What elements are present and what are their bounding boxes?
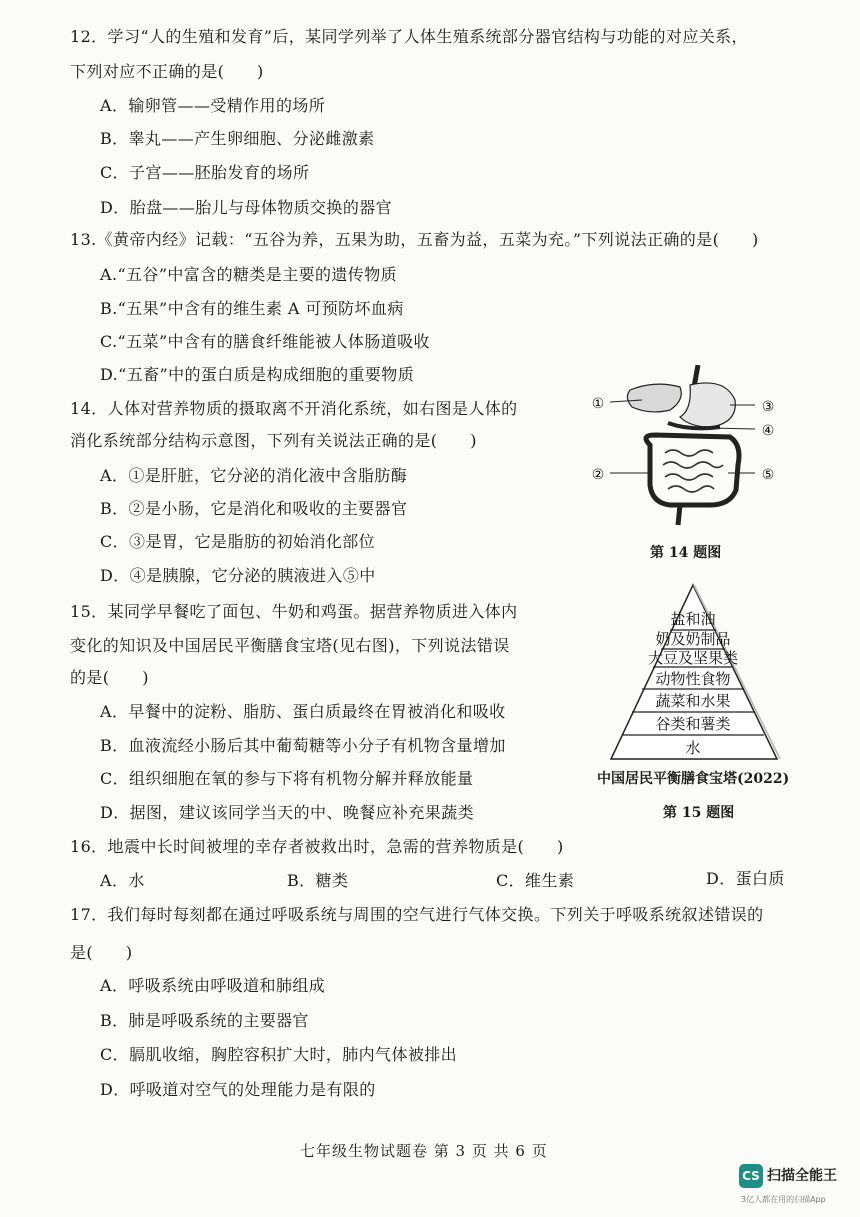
pyramid-level-soy-nuts: 大豆及坚果类 xyxy=(647,649,739,667)
q15-option-c: C．组织细胞在氧的参与下将有机物分解并释放能量 xyxy=(100,769,474,788)
q15-stem: 15．某同学早餐吃了面包、牛奶和鸡蛋。据营养物质进入体内 xyxy=(70,602,518,621)
label-3: ③ xyxy=(761,399,775,415)
large-intestine-shape xyxy=(646,435,739,505)
q15-option-d: D．据图，建议该同学当天的中、晚餐应补充果蔬类 xyxy=(100,803,475,822)
q12-option-b: B．睾丸——产生卵细胞、分泌雌激素 xyxy=(100,129,375,148)
q16-stem: 16．地震中长时间被埋的幸存者被救出时，急需的营养物质是( ) xyxy=(70,837,564,856)
small-intestine-shape xyxy=(663,450,723,492)
q16-option-c: C．维生素 xyxy=(496,871,575,890)
label-4: ④ xyxy=(761,423,775,439)
q17-option-d: D．呼吸道对空气的处理能力是有限的 xyxy=(100,1080,376,1099)
q12-stem: 12．学习“人的生殖和发育”后，某同学列举了人体生殖系统部分器官结构与功能的对应关系， xyxy=(70,27,748,46)
q14-option-d: D．④是胰腺，它分泌的胰液进入⑤中 xyxy=(100,566,376,585)
pyramid-level-water: 水 xyxy=(685,739,701,757)
label-2: ② xyxy=(591,467,605,483)
q12-stem-cont: 下列对应不正确的是( ) xyxy=(70,62,264,81)
q15-stem-cont-2: 的是( ) xyxy=(70,668,149,687)
q14-option-b: B．②是小肠，它是消化和吸收的主要器官 xyxy=(100,499,408,518)
q14-figure-caption: 第 14 题图 xyxy=(650,545,722,561)
q14-stem-cont: 消化系统部分结构示意图，下列有关说法正确的是( ) xyxy=(70,431,477,450)
camscanner-logo-icon: CS xyxy=(739,1164,763,1188)
q12-option-c: C．子宫——胚胎发育的场所 xyxy=(100,163,310,182)
q13-option-d: D.“五畜”中的蛋白质是构成细胞的重要物质 xyxy=(100,365,415,384)
q15-stem-cont: 变化的知识及中国居民平衡膳食宝塔(见右图)，下列说法错误 xyxy=(70,636,510,655)
liver-shape xyxy=(627,384,681,412)
q17-option-c: C．膈肌收缩，胸腔容积扩大时，肺内气体被排出 xyxy=(100,1045,458,1064)
q17-stem-cont: 是( ) xyxy=(70,943,133,962)
q12-option-d: D．胎盘——胎儿与母体物质交换的器官 xyxy=(100,198,393,217)
q16-option-d: D．蛋白质 xyxy=(706,869,785,888)
page-footer: 七年级生物试题卷 第 3 页 共 6 页 xyxy=(300,1142,548,1160)
watermark-app-name: 扫描全能王 xyxy=(767,1168,837,1184)
q15-figure-title: 中国居民平衡膳食宝塔(2022) xyxy=(597,771,790,787)
label-1: ① xyxy=(591,396,605,412)
q16-option-a: A．水 xyxy=(100,871,145,890)
q17-stem: 17．我们每时每刻都在通过呼吸系统与周围的空气进行气体交换。下列关于呼吸系统叙述错误的 xyxy=(70,905,764,924)
pyramid-level-salt-oil: 盐和油 xyxy=(670,610,716,628)
q16-option-b: B．糖类 xyxy=(287,871,349,890)
label-5: ⑤ xyxy=(761,467,775,483)
q17-option-a: A．呼吸系统由呼吸道和肺组成 xyxy=(100,976,326,995)
q14-option-c: C．③是胃，它是脂肪的初始消化部位 xyxy=(100,532,376,551)
rectum-shape xyxy=(678,505,680,525)
pyramid-level-dairy: 奶及奶制品 xyxy=(655,630,731,648)
q13-option-a: A.“五谷”中富含的糖类是主要的遗传物质 xyxy=(100,265,398,284)
q14-option-a: A．①是肝脏，它分泌的消化液中含脂肪酶 xyxy=(100,466,408,485)
pyramid-level-vegetables-fruit: 蔬菜和水果 xyxy=(655,692,731,710)
q15-figure-caption: 第 15 题图 xyxy=(663,805,735,821)
pyramid-level-grains-tubers: 谷类和薯类 xyxy=(655,715,731,733)
stomach-shape xyxy=(680,383,735,427)
q14-stem: 14．人体对营养物质的摄取离不开消化系统，如右图是人体的 xyxy=(70,399,518,418)
digestive-system-diagram xyxy=(580,365,790,535)
q17-option-b: B．肺是呼吸系统的主要器官 xyxy=(100,1011,309,1030)
q15-option-a: A．早餐中的淀粉、脂肪、蛋白质最终在胃被消化和吸收 xyxy=(100,702,506,721)
q13-stem: 13.《黄帝内经》记载：“五谷为养，五果为助，五畜为益，五菜为充。”下列说法正确的是( ) xyxy=(70,230,759,249)
q12-option-a: A．输卵管——受精作用的场所 xyxy=(100,96,326,115)
q15-option-b: B．血液流经小肠后其中葡萄糖等小分子有机物含量增加 xyxy=(100,736,506,755)
watermark-tagline: 3亿人都在用的扫描App xyxy=(741,1195,826,1204)
q13-option-c: C.“五菜”中含有的膳食纤维能被人体肠道吸收 xyxy=(100,332,430,351)
q13-option-b: B.“五果”中含有的维生素 A 可预防坏血病 xyxy=(100,299,404,318)
food-pyramid-diagram xyxy=(605,583,785,763)
pyramid-level-animal-food: 动物性食物 xyxy=(655,670,731,688)
